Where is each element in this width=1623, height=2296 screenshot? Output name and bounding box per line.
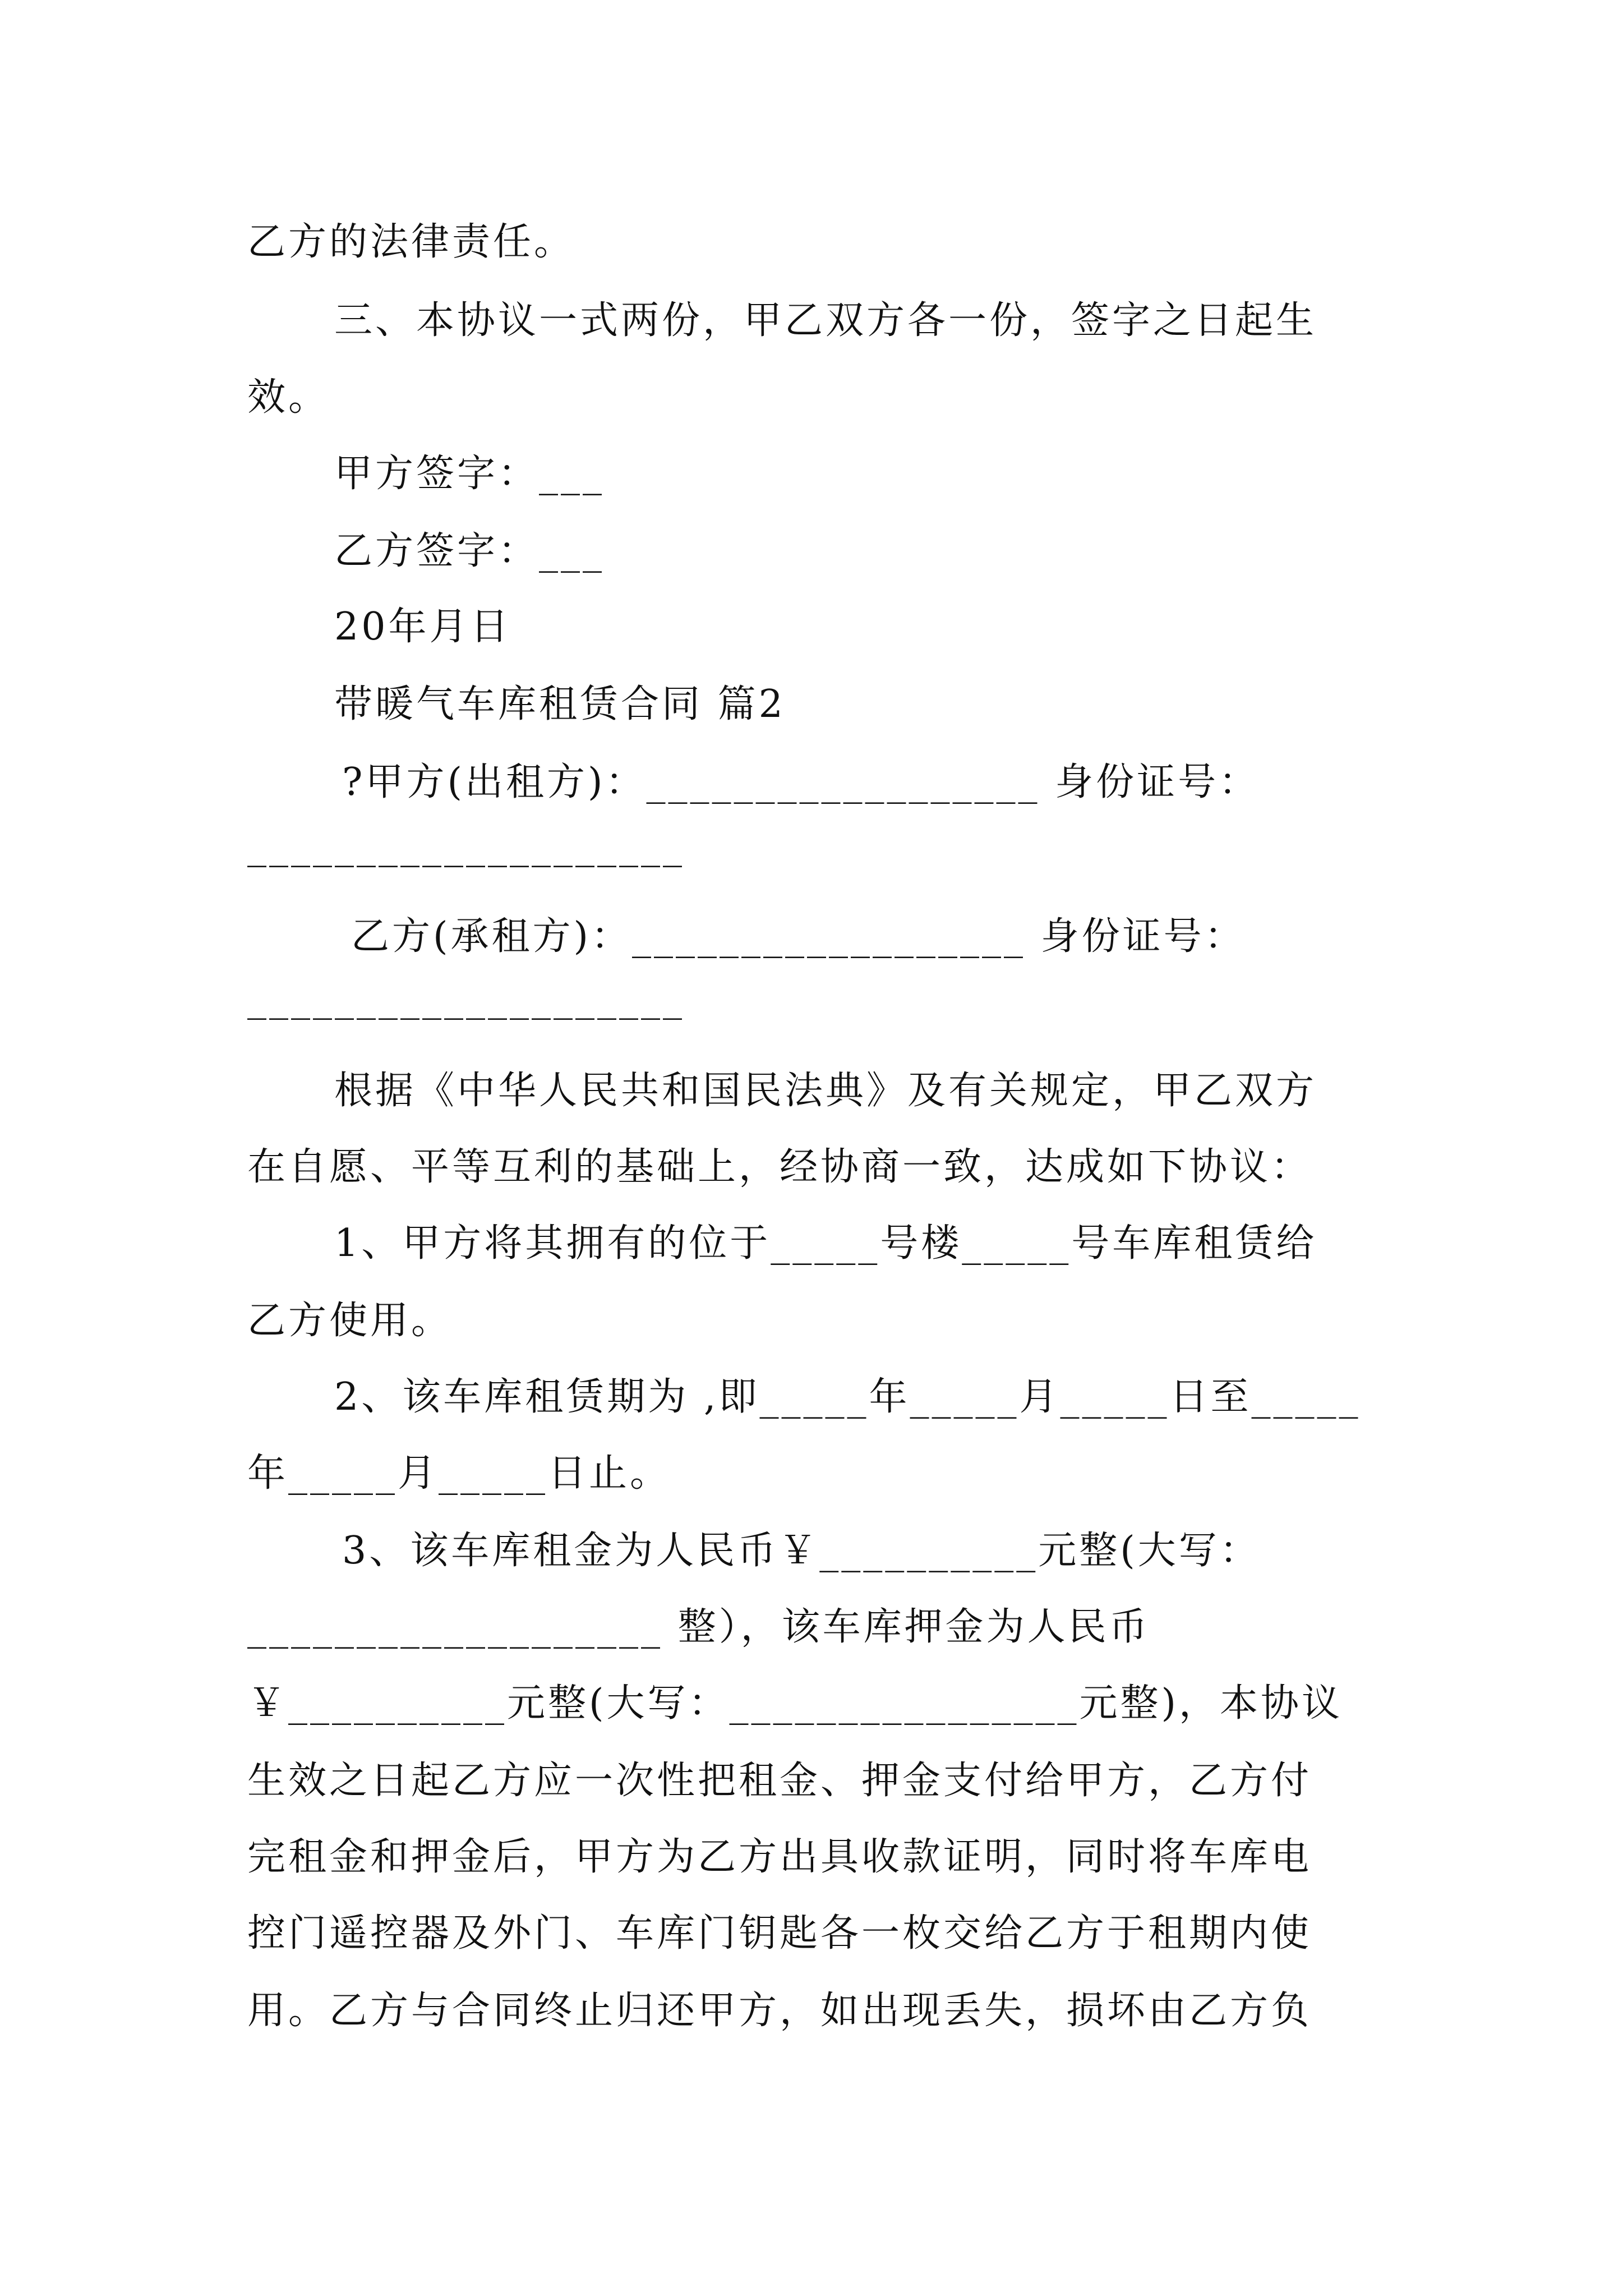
- text-line: 效。: [247, 375, 330, 420]
- text-line: ￥__________元整(大写：________________元整)，本协议: [247, 1681, 1343, 1726]
- section-heading: 带暖气车库租赁合同 篇2: [334, 682, 786, 726]
- clause-1-line: 1、甲方将其拥有的位于_____号楼_____号车库租赁给: [334, 1221, 1317, 1266]
- text-line: 控门遥控器及外门、车库门钥匙各一枚交给乙方于租期内使: [247, 1911, 1312, 1955]
- id-blank-line: ____________________: [247, 823, 685, 868]
- id-blank-line: ____________________: [247, 976, 685, 1020]
- text-line: 在自愿、平等互利的基础上，经协商一致，达成如下协议：: [247, 1145, 1312, 1189]
- text-line: 年_____月_____日止。: [247, 1451, 671, 1496]
- clause-3-line: 3、该车库租金为人民币￥__________元整(大写：: [342, 1529, 1261, 1573]
- text-line: ___________________ 整），该车库押金为人民币: [247, 1605, 1150, 1649]
- text-line: 用。乙方与合同终止归还甲方，如出现丢失，损坏由乙方负: [247, 1989, 1312, 2033]
- party-a-line: ?甲方(出租方)：__________________ 身份证号：: [342, 760, 1260, 804]
- signature-line-party-b: 乙方签字：___: [334, 529, 605, 573]
- text-line: 根据《中华人民共和国民法典》及有关规定，甲乙双方: [334, 1069, 1317, 1113]
- party-b-line: 乙方(承租方)：__________________ 身份证号：: [351, 914, 1246, 959]
- signature-line-party-a: 甲方签字：___: [334, 452, 605, 496]
- text-line: 完租金和押金后，甲方为乙方出具收款证明，同时将车库电: [247, 1835, 1312, 1879]
- text-line: 三、本协议一式两份，甲乙双方各一份，签字之日起生: [334, 298, 1317, 343]
- clause-2-line: 2、该车库租赁期为 ,即_____年_____月_____日至_____: [334, 1375, 1361, 1419]
- text-line: 乙方使用。: [247, 1299, 453, 1343]
- text-line: 乙方的法律责任。: [247, 220, 575, 264]
- date-line: 20年月日: [334, 605, 511, 649]
- text-line: 生效之日起乙方应一次性把租金、押金支付给甲方，乙方付: [247, 1759, 1312, 1803]
